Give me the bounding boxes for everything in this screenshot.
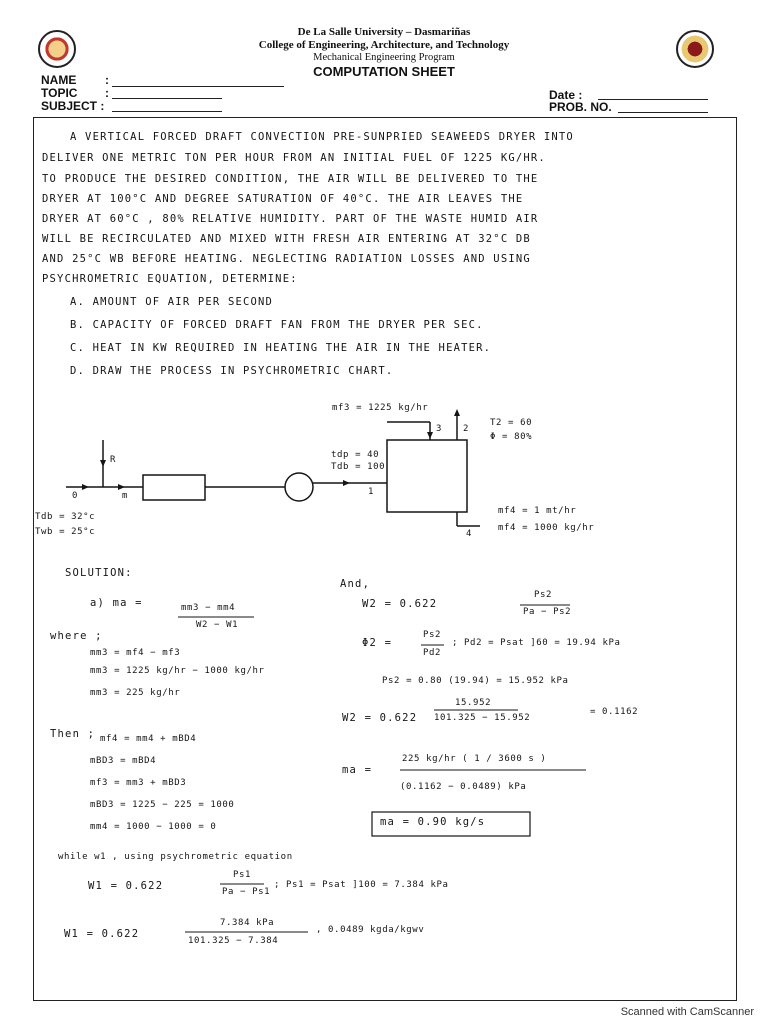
sheet-title: COMPUTATION SHEET <box>313 64 455 79</box>
arrow-right-icon <box>118 484 125 490</box>
dryer-box <box>387 440 467 512</box>
problem-item: D. DRAW THE PROCESS IN PSYCHROMETRIC CHART. <box>70 365 394 377</box>
twb0-label: Twb = 25°c <box>35 527 96 537</box>
where-line: mm3 = 1225 kg/hr − 1000 kg/hr <box>90 666 265 676</box>
problem-line: DRYER AT 60°C , 80% RELATIVE HUMIDITY. PART OF THE WASTE HUMID AIR <box>42 213 539 225</box>
solution-heading: SOLUTION: <box>65 567 133 579</box>
prob-no-label: PROB. NO. <box>549 100 612 114</box>
problem-line: AND 25°C WB BEFORE HEATING. NEGLECTING RADIATION LOSSES AND USING <box>42 253 531 265</box>
problem-line: DELIVER ONE METRIC TON PER HOUR FROM AN INITIAL FUEL OF 1225 KG/HR. <box>42 152 546 164</box>
then-line: mf4 = mm4 + mBD4 <box>100 734 197 744</box>
w1-result: , 0.0489 kgda/kgwv <box>316 925 425 935</box>
then-line: mBD3 = mBD4 <box>90 756 157 766</box>
mf3-label: mf3 = 1225 kg/hr <box>332 403 429 413</box>
phi2-denominator: Pd2 <box>423 648 442 658</box>
subject-label: SUBJECT : <box>41 99 105 113</box>
university-name: De La Salle University – Dasmariñas <box>297 26 471 38</box>
ma-calc-denominator: (0.1162 − 0.0489) kPa <box>400 782 527 792</box>
ma-equation: a) ma = <box>90 597 143 609</box>
point-3-label: 3 <box>436 424 443 434</box>
pd2-value: ; Pd2 = Psat ]60 = 19.94 kPa <box>452 638 621 648</box>
ma-calc-numerator: 225 kg/hr ( 1 / 3600 s ) <box>402 754 547 764</box>
then-label: Then ; <box>50 728 96 740</box>
where-line: mm3 = 225 kg/hr <box>90 688 181 698</box>
mf4-ton-label: mf4 = 1 mt/hr <box>498 506 577 516</box>
tdb-label: Tdb = 100 <box>331 462 386 472</box>
program-name: Mechanical Engineering Program <box>313 52 455 63</box>
recirculation-label: R <box>110 455 117 465</box>
w2-calc: W2 = 0.622 <box>342 712 418 724</box>
point-1-label: 1 <box>368 487 375 497</box>
phi2-equation: Φ2 = <box>362 637 393 649</box>
ma-numerator: mm3 − mm4 <box>181 603 236 613</box>
then-line: mBD3 = 1225 − 225 = 1000 <box>90 800 235 810</box>
tdp-label: tdp = 40 <box>331 450 380 460</box>
then-line: mm4 = 1000 − 1000 = 0 <box>90 822 217 832</box>
problem-item: A. AMOUNT OF AIR PER SECOND <box>70 296 274 308</box>
w1-denominator: Pa − Ps1 <box>222 887 271 897</box>
point-m-label: m <box>122 491 129 501</box>
w1-calc-denominator: 101.325 − 7.384 <box>188 936 279 946</box>
ma-calc: ma = <box>342 764 373 776</box>
heater-box <box>143 475 205 500</box>
and-label: And, <box>340 578 371 590</box>
date-label: Date : <box>549 88 583 102</box>
then-line: mf3 = mm3 + mBD3 <box>90 778 187 788</box>
where-line: mm3 = mf4 − mf3 <box>90 648 181 658</box>
problem-line: A VERTICAL FORCED DRAFT CONVECTION PRE-SUNPRIED SEAWEEDS DRYER INTO <box>70 131 574 143</box>
ma-result: ma = 0.90 kg/s <box>380 816 486 828</box>
arrow-down-icon <box>100 460 106 467</box>
w2-calc-numerator: 15.952 <box>455 698 492 708</box>
w1-calc-numerator: 7.384 kPa <box>220 918 275 928</box>
fan-icon <box>285 473 313 501</box>
arrow-right-icon <box>343 480 350 486</box>
scanner-watermark: Scanned with CamScanner <box>620 1006 754 1018</box>
name-label: NAME <box>41 73 77 87</box>
w1-numerator: Ps1 <box>233 870 252 880</box>
ps1-value: ; Ps1 = Psat ]100 = 7.384 kPa <box>274 880 449 890</box>
phi-label: Φ = 80% <box>490 432 533 442</box>
arrow-up-icon <box>454 409 460 416</box>
w2-equation: W2 = 0.622 <box>362 598 438 610</box>
problem-line: PSYCHROMETRIC EQUATION, DETERMINE: <box>42 273 298 285</box>
arrow-right-icon <box>82 484 89 490</box>
while-line: while w1 , using psychrometric equation <box>58 852 293 862</box>
college-name: College of Engineering, Architecture, and Technology <box>258 39 510 51</box>
problem-item: B. CAPACITY OF FORCED DRAFT FAN FROM THE DRYER PER SEC. <box>70 319 484 331</box>
mf4-kg-label: mf4 = 1000 kg/hr <box>498 523 595 533</box>
t2-label: T2 = 60 <box>490 418 533 428</box>
problem-line: WILL BE RECIRCULATED AND MIXED WITH FRESH AIR ENTERING AT 32°C DB <box>42 233 531 245</box>
point-2-label: 2 <box>463 424 470 434</box>
phi2-numerator: Ps2 <box>423 630 442 640</box>
arrow-down-icon <box>427 432 433 439</box>
w2-result: = 0.1162 <box>590 707 639 717</box>
w1-calc: W1 = 0.622 <box>64 928 140 940</box>
tdb0-label: Tdb = 32°c <box>35 512 96 522</box>
ma-denominator: W2 − W1 <box>196 620 239 630</box>
point-4-label: 4 <box>466 529 473 539</box>
topic-label: TOPIC <box>41 86 78 100</box>
problem-line: TO PRODUCE THE DESIRED CONDITION, THE AIR WILL BE DELIVERED TO THE <box>42 173 539 185</box>
ps2-value: Ps2 = 0.80 (19.94) = 15.952 kPa <box>382 676 569 686</box>
problem-item: C. HEAT IN KW REQUIRED IN HEATING THE AIR IN THE HEATER. <box>70 342 492 354</box>
w2-calc-denominator: 101.325 − 15.952 <box>434 713 531 723</box>
topic-colon: : <box>105 86 109 100</box>
point-0-label: 0 <box>72 491 79 501</box>
name-colon: : <box>105 73 109 87</box>
w2-denominator: Pa − Ps2 <box>523 607 572 617</box>
w2-numerator: Ps2 <box>534 590 553 600</box>
problem-line: DRYER AT 100°C AND DEGREE SATURATION OF 40°C. THE AIR LEAVES THE <box>42 193 524 205</box>
w1-equation: W1 = 0.622 <box>88 880 164 892</box>
where-label: where ; <box>50 630 103 642</box>
